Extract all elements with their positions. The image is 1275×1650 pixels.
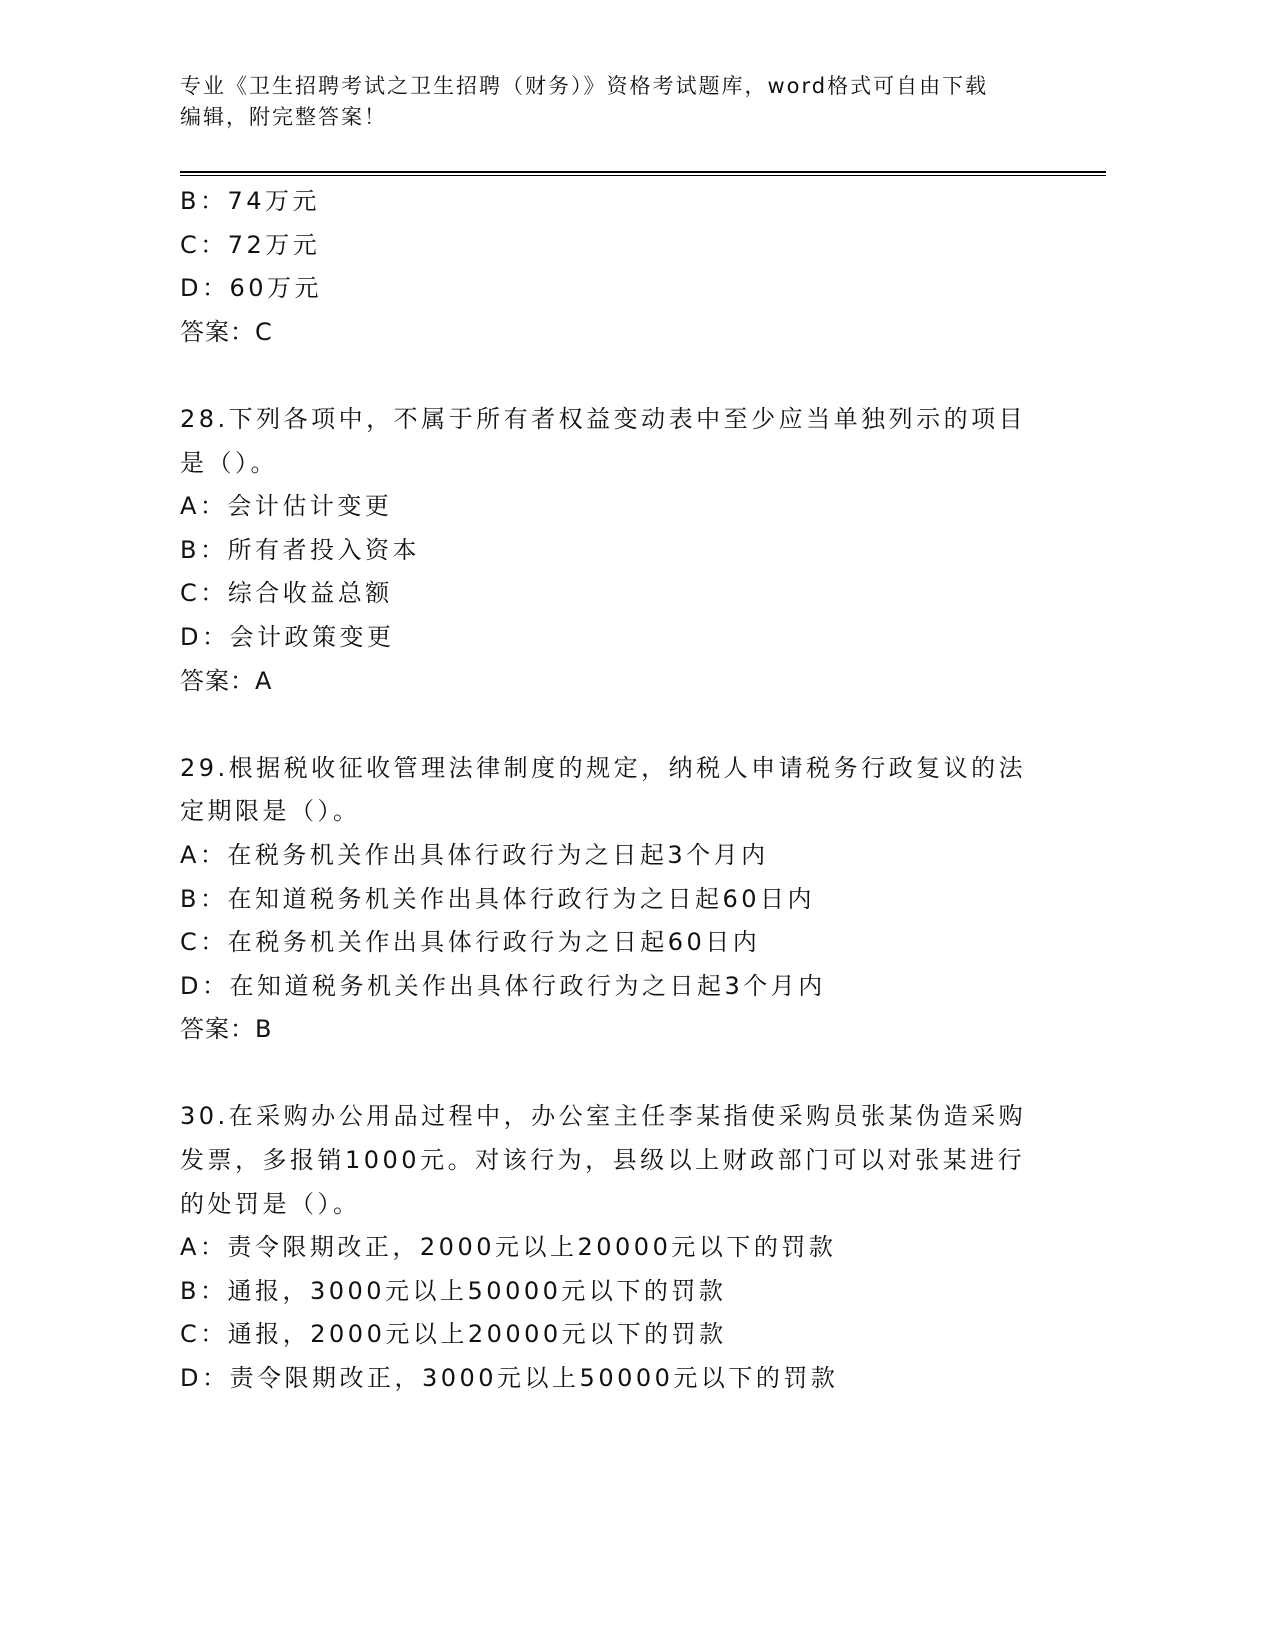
question-stem: 30.在采购办公用品过程中，办公室主任李某指使采购员张某伪造采购	[180, 1102, 1027, 1131]
question-28	[180, 398, 1040, 703]
question-stem: 是（）。	[180, 448, 278, 477]
answer: 答案：A	[180, 666, 273, 695]
option-d: D：在知道税务机关作出具体行政行为之日起3个月内	[180, 971, 826, 1000]
option-c: C：综合收益总额	[180, 579, 393, 608]
question-stem: 发票，多报销1000元。对该行为，县级以上财政部门可以对张某进行	[180, 1146, 1026, 1175]
option-b: B：所有者投入资本	[180, 535, 420, 564]
question-stem: 的处罚是（）。	[180, 1189, 361, 1218]
question-stem: 定期限是（）。	[180, 797, 361, 826]
option-d: D：责令限期改正，3000元以上50000元以下的罚款	[180, 1364, 839, 1393]
header-line: 专业《卫生招聘考试之卫生招聘（财务）》资格考试题库，word格式可自由下载	[180, 74, 989, 98]
question-stem: 29.根据税收征收管理法律制度的规定，纳税人申请税务行政复议的法	[180, 753, 1027, 782]
question-29	[180, 747, 1040, 1052]
option-b: B：在知道税务机关作出具体行政行为之日起60日内	[180, 884, 816, 913]
option-b: B：74万元	[180, 187, 321, 215]
option-c: C：72万元	[180, 230, 321, 259]
option-c: C：在税务机关作出具体行政行为之日起60日内	[180, 928, 761, 957]
question-27-tail	[180, 180, 1040, 354]
answer: 答案：B	[180, 1015, 273, 1044]
option-c: C：通报，2000元以上20000元以下的罚款	[180, 1320, 727, 1349]
option-a: A：在税务机关作出具体行政行为之日起3个月内	[180, 840, 769, 869]
answer: 答案：C	[180, 317, 273, 346]
option-b: B：通报，3000元以上50000元以下的罚款	[180, 1276, 727, 1305]
option-d: D：60万元	[180, 274, 323, 303]
question-body	[180, 180, 1040, 1401]
option-a: A：责令限期改正，2000元以上20000元以下的罚款	[180, 1233, 837, 1262]
question-stem: 28.下列各项中，不属于所有者权益变动表中至少应当单独列示的项目	[180, 404, 1027, 433]
header-divider-thin	[180, 175, 1106, 176]
question-30	[180, 1095, 1040, 1400]
header-divider-thick	[180, 171, 1106, 173]
option-d: D：会计政策变更	[180, 622, 395, 651]
header-line: 编辑，附完整答案！	[180, 105, 387, 129]
document-header	[180, 71, 1060, 133]
option-a: A：会计估计变更	[180, 492, 393, 521]
